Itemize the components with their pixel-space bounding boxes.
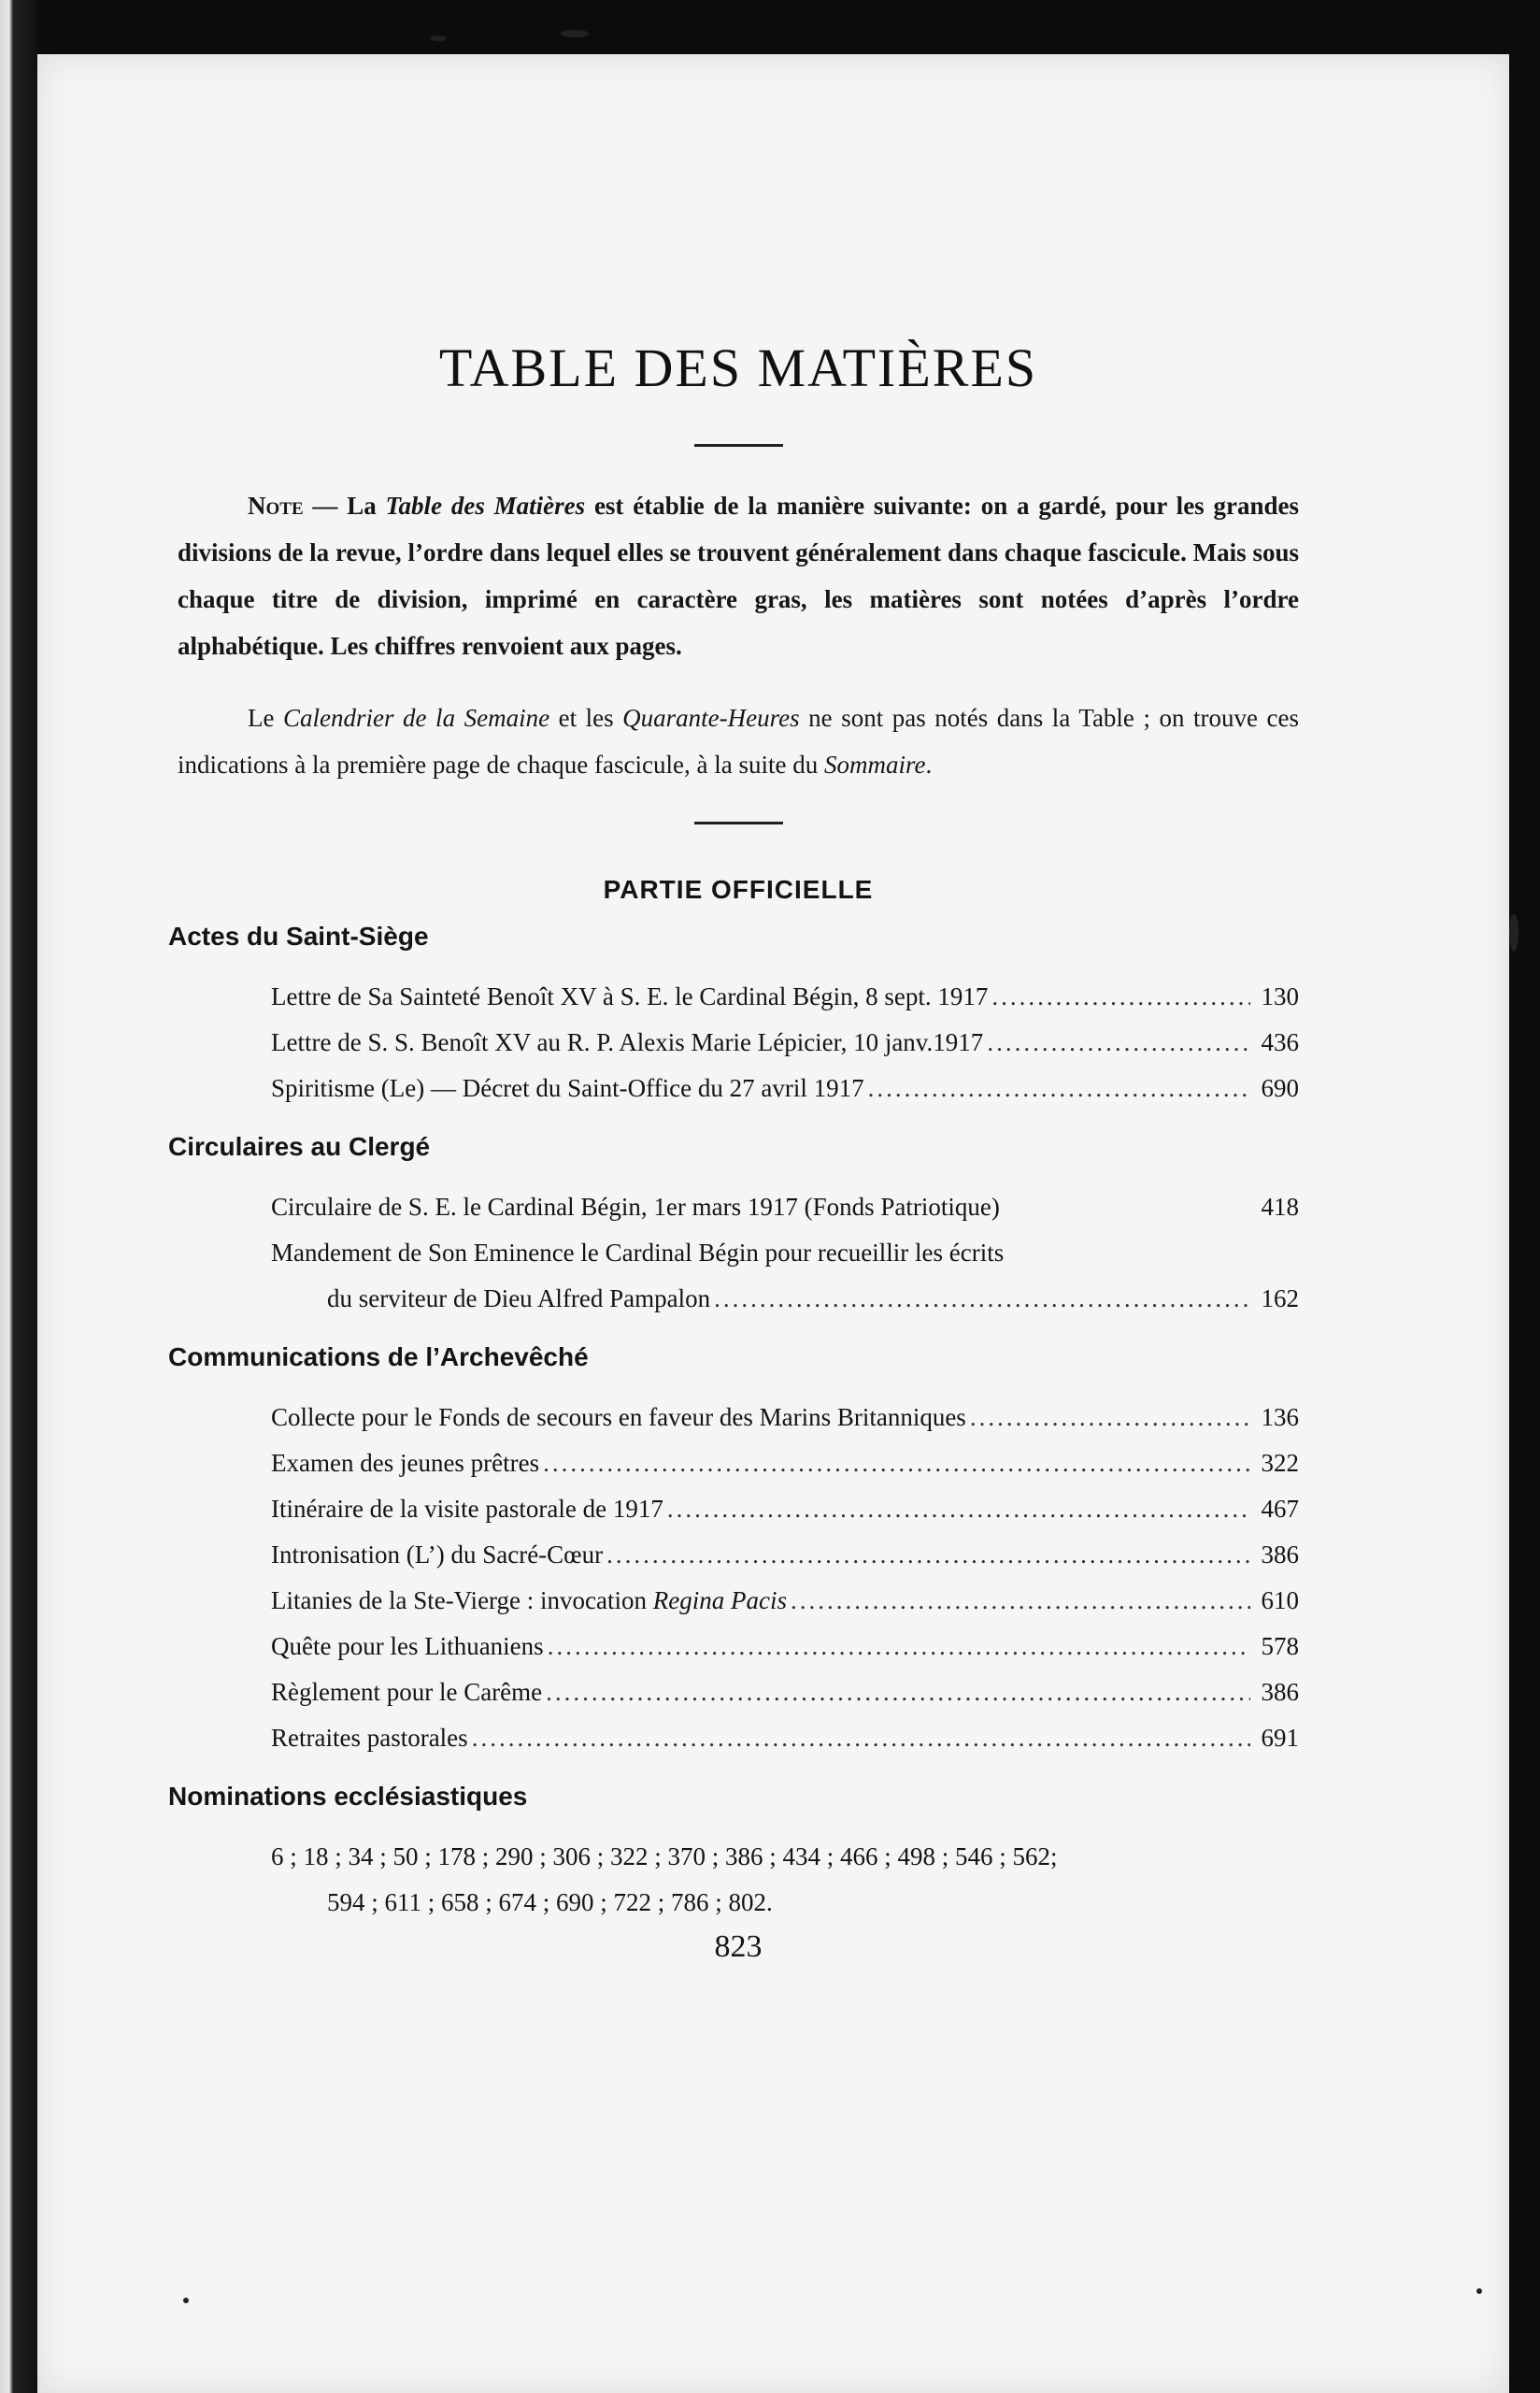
toc-entry-page: 136 — [1261, 1403, 1299, 1431]
scan-speck — [1509, 914, 1519, 952]
toc-entry — [271, 1395, 1299, 1440]
toc-entry-label-text: Litanies de la Ste-Vierge : invocation — [271, 1586, 653, 1614]
note-dash: — La — [303, 492, 386, 520]
note2-italic-sommaire: Sommaire — [823, 751, 926, 779]
leader-dots — [987, 1020, 1250, 1066]
scan-speck — [430, 36, 447, 41]
leader-dots — [667, 1486, 1250, 1532]
nominations-line: 6 ; 18 ; 34 ; 50 ; 178 ; 290 ; 306 ; 322 ; 370 ; 386 ; 434 ; 466 ; 498 ; 546 ; 562; — [271, 1842, 1058, 1870]
toc-entry-page: 322 — [1261, 1449, 1299, 1477]
leader-dots — [714, 1276, 1250, 1322]
toc-entry — [271, 1578, 1299, 1624]
section-heading-circulaires: Circulaires au Clergé — [168, 1132, 431, 1161]
toc-entry-label: Intronisation (L’) du Sacré-Cœur — [271, 1540, 604, 1569]
toc-entry — [271, 1184, 1299, 1230]
leader-dots — [970, 1395, 1250, 1440]
section-heading-communications: Communications de l’Archevêché — [168, 1342, 589, 1371]
toc-entry — [271, 974, 1299, 1020]
toc-entry-label: Règlement pour le Carême — [271, 1678, 543, 1706]
note2-italic-quarante: Quarante-Heures — [622, 704, 800, 732]
leader-dots — [548, 1624, 1250, 1669]
toc-entry-label: Mandement de Son Eminence le Cardinal Bégin pour recueillir les écrits — [271, 1239, 1005, 1267]
toc-entry-label: Itinéraire de la visite pastorale de 1917 — [271, 1495, 663, 1523]
toc-entry-label: Quête pour les Lithuaniens — [271, 1632, 544, 1660]
toc-entry-label-cont: du serviteur de Dieu Alfred Pampalon — [327, 1284, 711, 1312]
toc-entry-page: 610 — [1261, 1586, 1299, 1614]
toc-entry-label-italic: Regina Pacis — [652, 1586, 787, 1614]
section-rule — [694, 822, 783, 824]
toc-entry-page: 690 — [1261, 1074, 1299, 1102]
nominations-line: 594 ; 611 ; 658 ; 674 ; 690 ; 722 ; 786 ; 802. — [327, 1888, 773, 1916]
toc-entry — [271, 1624, 1299, 1669]
toc-entry-label: Lettre de Sa Sainteté Benoît XV à S. E. le Cardinal Bégin, 8 sept. 1917 — [271, 982, 989, 1010]
title-rule — [694, 444, 783, 447]
leader-dots — [791, 1578, 1250, 1624]
leader-dots — [991, 974, 1250, 1020]
note-paragraph — [178, 482, 1299, 669]
toc-entry — [271, 1532, 1299, 1578]
note-lead: Note — [248, 492, 304, 520]
note-italic-table: Table des Matières — [385, 492, 586, 520]
toc-entry-label: Examen des jeunes prêtres — [271, 1449, 540, 1477]
note2-text-a: Le — [248, 704, 284, 732]
leader-dots — [606, 1532, 1250, 1578]
toc-entry-page: 418 — [1261, 1193, 1299, 1221]
toc-entry — [271, 1669, 1299, 1715]
scan-left-edge — [0, 0, 37, 2393]
toc-entry — [271, 1486, 1299, 1532]
section-heading-actes: Actes du Saint-Siège — [168, 922, 429, 951]
toc-entry-page: 691 — [1261, 1724, 1299, 1752]
toc-entry-page: 130 — [1261, 982, 1299, 1010]
scan-speck — [183, 2298, 189, 2303]
toc-entry-label: Spiritisme (Le) — Décret du Saint-Office du 27 avril 1917 — [271, 1074, 864, 1102]
scan-speck — [1476, 2288, 1482, 2294]
note-text: est établie de la manière suivante: on a gardé, pour les grandes divisions de la revue, l’ordre dans lequel elles se trouvent généralement dans chaque fascicule. Mais sous chaque titre de division, imprimé en caractère gras, les matières sont notées d’après l’ordre alphabétique. Les chiffres renvoient aux pages. — [178, 492, 1299, 660]
toc-entry-page: 578 — [1261, 1632, 1299, 1660]
nominations-list — [271, 1834, 1299, 1926]
leader-dots — [472, 1715, 1250, 1761]
toc-entry-label: Circulaire de S. E. le Cardinal Bégin, 1er mars 1917 (Fonds Patriotique) — [271, 1193, 1000, 1221]
note2-text-d: . — [925, 751, 933, 779]
toc-entry-label: Collecte pour le Fonds de secours en faveur des Marins Britanniques — [271, 1403, 966, 1431]
toc-entry-label: Lettre de S. S. Benoît XV au R. P. Alexis Marie Lépicier, 10 janv.1917 — [271, 1028, 984, 1056]
page-title: TABLE DES MATIÈRES — [438, 337, 1038, 398]
scan-speck — [561, 30, 589, 37]
toc-entry — [271, 1230, 1299, 1322]
note2-italic-calendrier: Calendrier de la Semaine — [283, 704, 550, 732]
toc-entry-label: Retraites pastorales — [271, 1724, 468, 1752]
toc-entry-continuation — [327, 1276, 1299, 1322]
section-heading-nominations: Nominations ecclésiastiques — [168, 1782, 528, 1811]
toc-entry — [271, 1440, 1299, 1486]
leader-dots — [546, 1669, 1250, 1715]
toc-entry-page: 386 — [1261, 1678, 1299, 1706]
note2-text-b: et les — [549, 704, 623, 732]
toc-entry — [271, 1020, 1299, 1066]
table-of-contents — [168, 337, 1300, 1965]
note-paragraph-2 — [178, 695, 1299, 788]
leader-dots — [868, 1066, 1250, 1111]
toc-entry — [271, 1066, 1299, 1111]
toc-entry-page: 386 — [1261, 1540, 1299, 1569]
toc-entry-page: 436 — [1261, 1028, 1299, 1056]
note2-text-c: ne sont pas notés dans la Table ; on trouve ces indications à la première page de chaque fascicule, à la suite du — [178, 704, 1300, 779]
leader-dots — [543, 1440, 1250, 1486]
toc-entry-label — [271, 1578, 787, 1624]
partie-heading: PARTIE OFFICIELLE — [603, 875, 874, 904]
toc-entry — [271, 1715, 1299, 1761]
toc-entry-page: 467 — [1261, 1495, 1299, 1523]
toc-entry-page: 162 — [1261, 1284, 1299, 1312]
page-number: 823 — [714, 1929, 763, 1964]
